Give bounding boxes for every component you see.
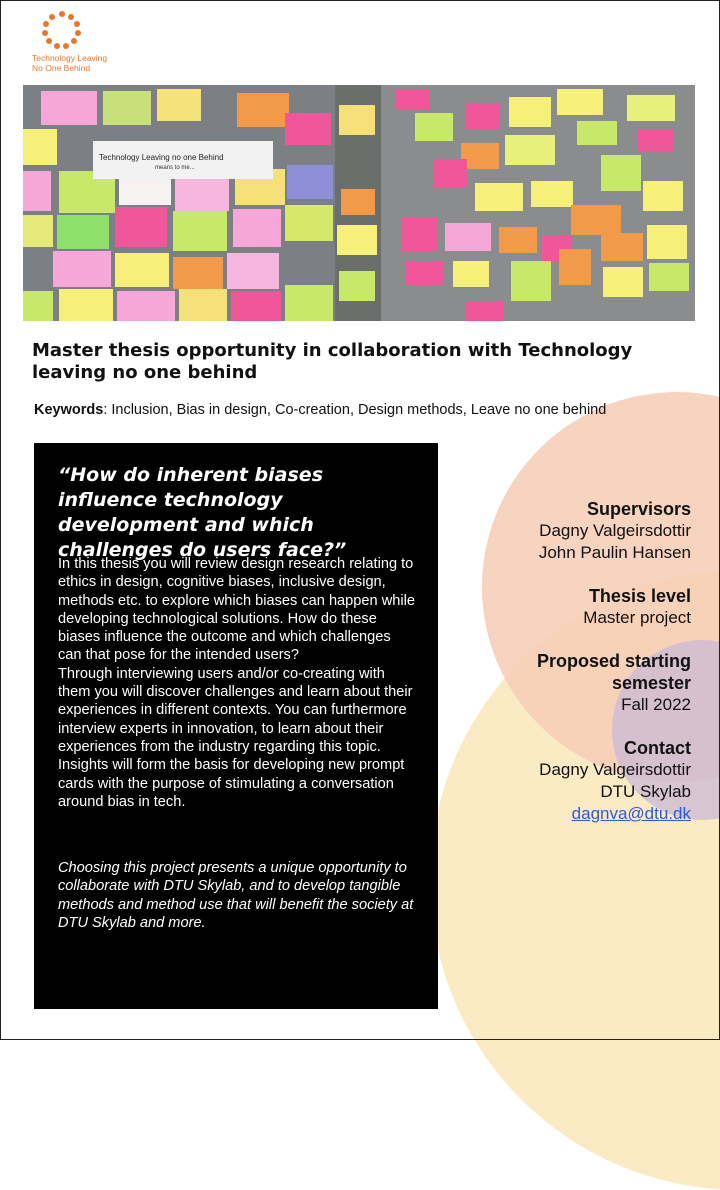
photo-collage: [23, 85, 695, 321]
thesis-level-heading: Thesis level: [588, 586, 691, 606]
photo-banner-subtitle: means to me...: [155, 165, 195, 171]
logo-line-2: No One Behind: [32, 63, 91, 73]
logo-dots-icon: [40, 10, 84, 50]
logo: [32, 10, 112, 73]
research-question: “How do inherent biases influence technology development and which challenges do users face?”: [58, 464, 347, 561]
supervisor-name-2: John Paulin Hansen: [538, 543, 691, 562]
photo-banner: [93, 141, 273, 179]
contact-email-link[interactable]: dagnva@dtu.dk: [571, 804, 691, 823]
photo-banner-title: Technology Leaving no one Behind: [99, 153, 224, 162]
semester-heading-line-1: Proposed starting: [536, 651, 691, 671]
photo-wall-middle: [335, 85, 381, 321]
contact-heading: Contact: [624, 738, 691, 758]
info-column: [431, 498, 691, 825]
logo-line-1: Technology Leaving: [32, 53, 108, 63]
semester-heading-line-2: semester: [611, 673, 691, 693]
photo-wall-right: [381, 85, 695, 321]
contact-org: DTU Skylab: [600, 782, 691, 801]
description-paragraph-2: Through interviewing users and/or co-creating with them you will discover challenges and learn about their experiences in different contexts. You can furthermore interview experts in innovation, to learn about their experiences from the industry regarding this topic. Insights will form the basis for developing new prompt cards with the purpose of stimulating a conversation around bias in tech.: [58, 665, 413, 810]
closing-statement: Choosing this project presents a unique opportunity to collaborate with DTU Skylab, and to develop tangible methods and method use that will benefit the society at DTU Skylab and more.: [58, 860, 414, 931]
page-title: Master thesis opportunity in collaboration with Technology leaving no one behind: [32, 340, 633, 383]
keywords-label: Keywords: [34, 402, 104, 418]
description-paragraph-1: In this thesis you will review design research relating to ethics in design, cognitive biases, inclusive design, methods etc. to explore which biases can happen while developing technological solutions. How do these biases influence the outcome and which challenges can that pose for the intended users?: [58, 556, 415, 664]
description-panel: [34, 443, 438, 1009]
contact-name: Dagny Valgeirsdottir: [539, 760, 691, 779]
supervisors-heading: Supervisors: [586, 499, 691, 519]
logo-text: [32, 53, 112, 73]
keywords-line: [34, 402, 694, 418]
keywords-value: : Inclusion, Bias in design, Co-creation, Design methods, Leave no one behind: [103, 402, 607, 418]
description-body: [58, 555, 418, 811]
semester-value: Fall 2022: [621, 695, 691, 714]
thesis-level-value: Master project: [583, 608, 691, 627]
supervisor-name-1: Dagny Valgeirsdottir: [539, 521, 691, 540]
photo-wall-left: [23, 85, 335, 321]
